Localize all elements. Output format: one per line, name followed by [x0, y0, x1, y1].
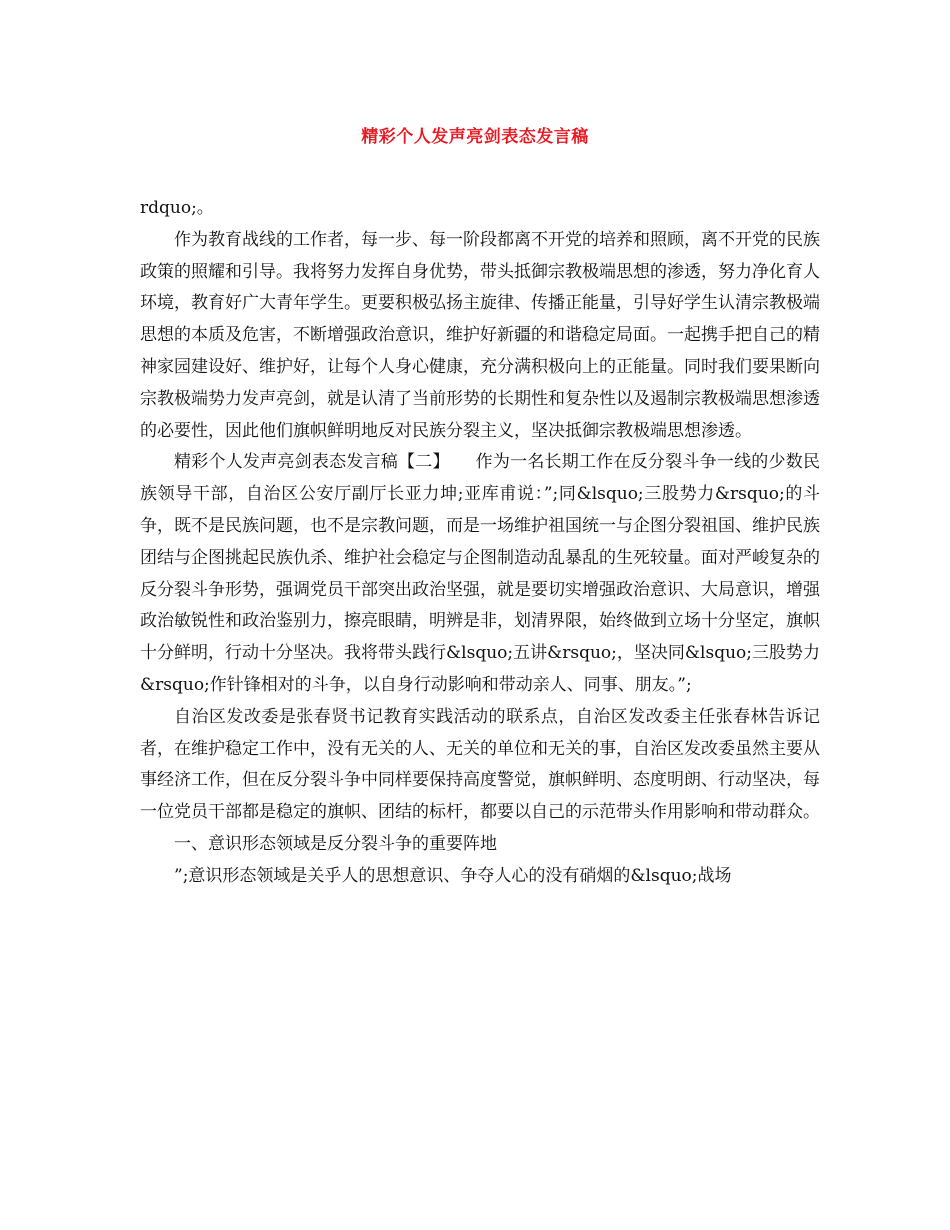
paragraph-ideology-battlefield: ”;意识形态领域是关乎人的思想意识、争夺人心的没有硝烟的&lsquo;战场 [174, 865, 732, 886]
paragraph-education-worker: 作为教育战线的工作者，每一步、每一阶段都离不开党的培养和照顾，离不开党的民族政策的照耀和引导。我将努力发挥自身优势，带头抵御宗教极端思想的渗透，努力净化育人环境，教育好广大青年学生。更要积极弘扬主旋律、传播正能量，引导好学生认清宗教极端思想的本质及危害，不断增强政治意识，维护好新疆的和谐稳定局面。一起携手把自己的精神家园建设好、维护好，让每个人身心健康，充分满积极向上的正能量。同时我们要果断向宗教极端势力发声亮剑，就是认清了当前形势的长期性和复杂性以及遏制宗教极端思想渗透的必要性，因此他们旗帜鲜明地反对民族分裂主义，坚决抵御宗教极端思想渗透。 [140, 229, 820, 441]
document-body [140, 193, 820, 893]
section-heading-ideology: 一、意识形态领域是反分裂斗争的重要阵地 [174, 833, 497, 854]
paragraph-continuation: rdquo;。 [140, 198, 214, 218]
document-title: 精彩个人发声亮剑表态发言稿 [361, 127, 589, 147]
paragraph-development-commission: 自治区发改委是张春贤书记教育实践活动的联系点，自治区发改委主任张春林告诉记者，在维护稳定工作中，没有无关的人、无关的单位和无关的事，自治区发改委虽然主要从事经济工作，但在反分裂斗争中同样要保持高度警觉，旗帜鲜明、态度明朗、行动坚决，每一位党员干部都是稳定的旗帜、团结的标杆，都要以自己的示范带头作用影响和带动群众。 [140, 706, 820, 823]
paragraph-speech-two: 精彩个人发声亮剑表态发言稿【二】 作为一名长期工作在反分裂斗争一线的少数民族领导干部，自治区公安厅副厅长亚力坤;亚库甫说：”;同&lsquo;三股势力&rsquo;的斗争，既不是民族问题，也不是宗教问题，而是一场维护祖国统一与企图分裂祖国、维护民族团结与企图挑起民族仇杀、维护社会稳定与企图制造动乱暴乱的生死较量。面对严峻复杂的反分裂斗争形势，强调党员干部突出政治坚强，就是要切实增强政治意识、大局意识，增强政治敏锐性和政治鉴别力，擦亮眼睛，明辨是非，划清界限，始终做到立场十分坚定，旗帜十分鲜明，行动十分坚决。我将带头践行&lsquo;五讲&rsquo;，坚决同&lsquo;三股势力&rsquo;作针锋相对的斗争，以自身行动影响和带动亲人、同事、朋友。”; [140, 452, 820, 695]
